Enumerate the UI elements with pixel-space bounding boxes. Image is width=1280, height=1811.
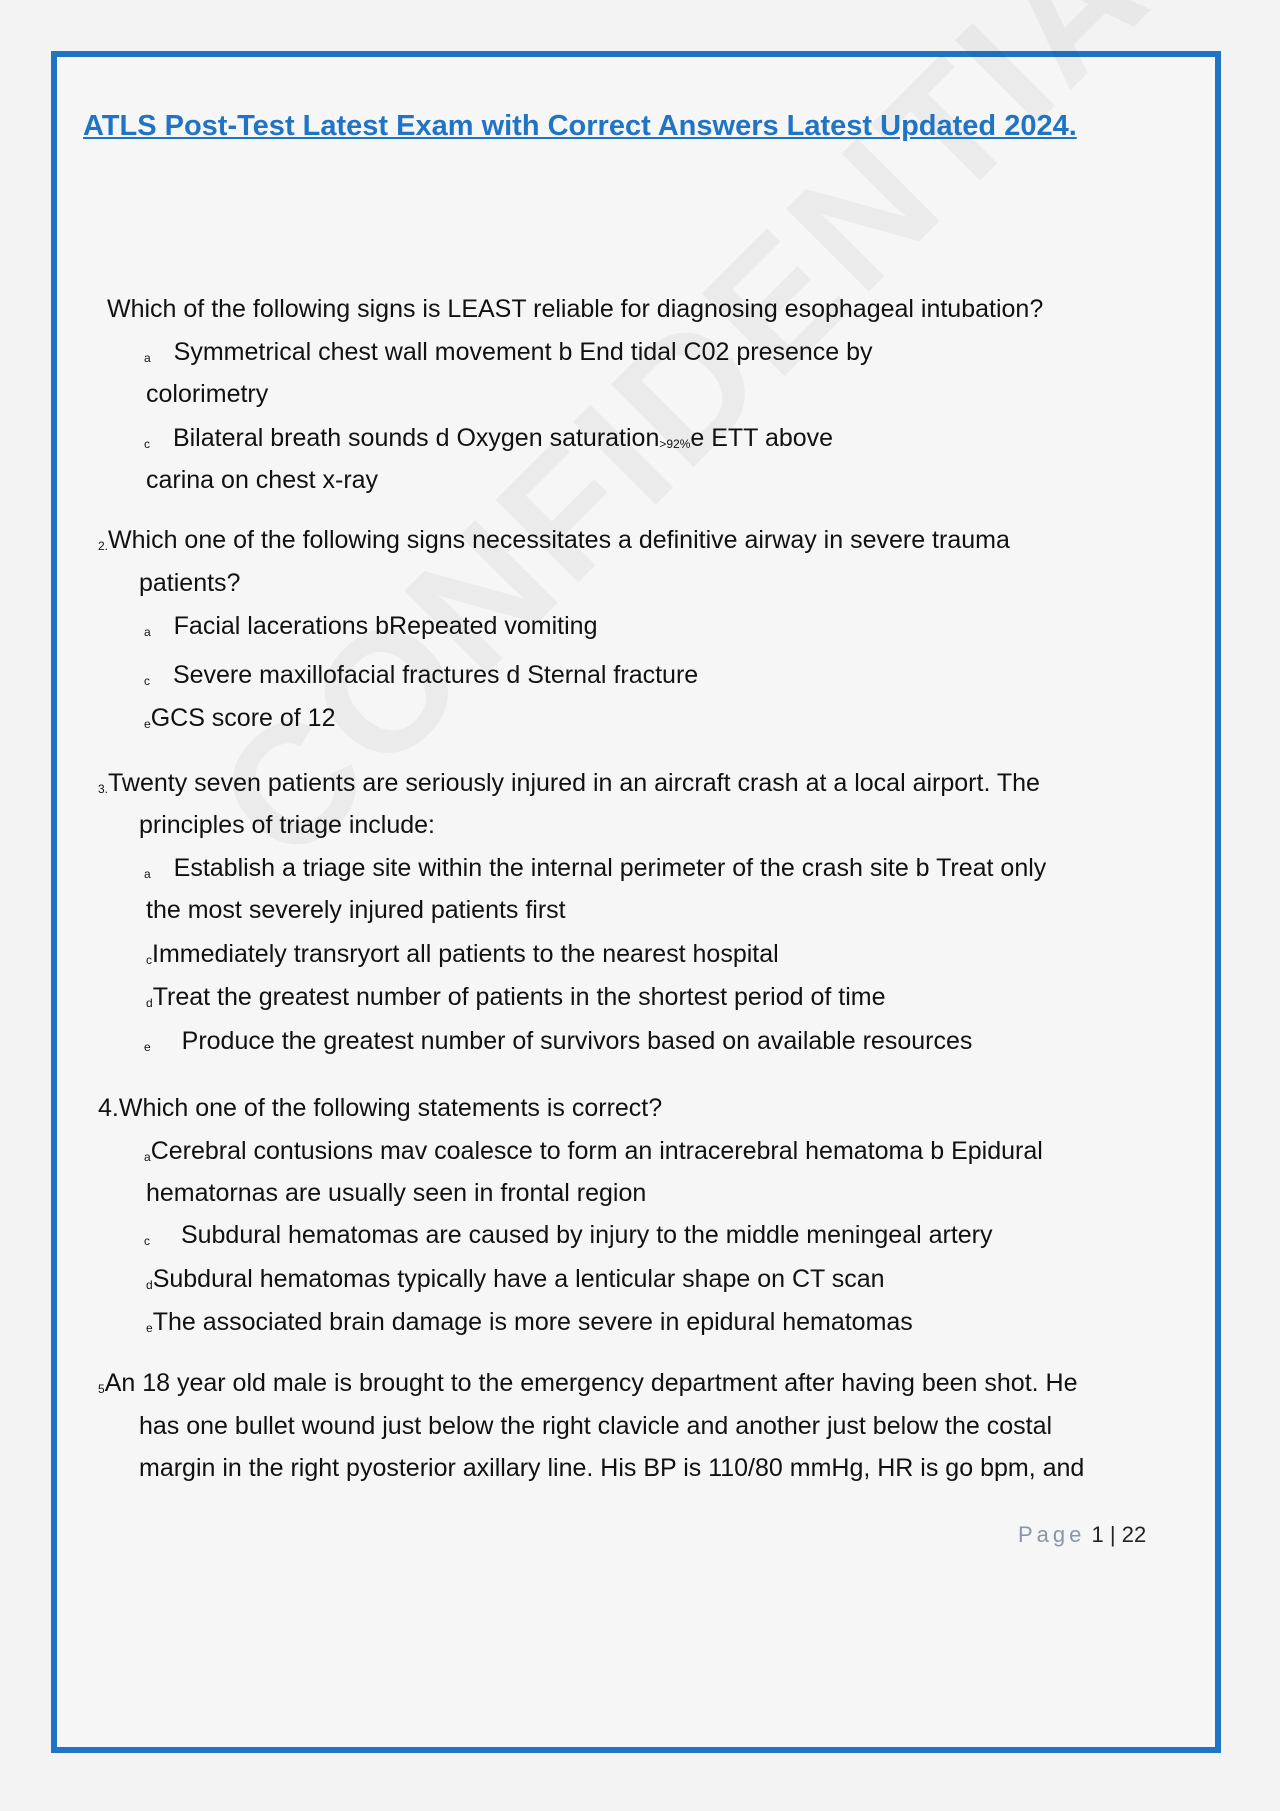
question-5-stem-line-3: margin in the right pyosterior axillary line. His BP is 110/80 mmHg, HR is go bpm, and [139, 1454, 1085, 1482]
question-2-stem [98, 525, 1010, 561]
question-3-stem-cont: principles of triage include: [139, 811, 435, 839]
page-total: 22 [1121, 1522, 1147, 1547]
option-text: The associated brain damage is more severe in epidural hematomas [152, 1308, 913, 1336]
question-2-options-line-1 [144, 611, 597, 647]
option-text: Bilateral breath sounds d Oxygen saturation [172, 424, 660, 452]
option-marker: e [144, 717, 151, 731]
question-4-options-line-4 [146, 1264, 885, 1300]
question-3-options-line-5 [144, 1026, 972, 1062]
question-2-options-line-3 [144, 703, 336, 739]
question-1-options-line-4: carina on chest x-ray [146, 466, 379, 494]
question-number: 3. [98, 782, 109, 796]
question-4-options-line-2: hematornas are usually seen in frontal region [146, 1179, 647, 1207]
question-4-stem: 4.Which one of the following statements is correct? [98, 1094, 663, 1122]
question-text: An 18 year old male is brought to the emergency department after having been shot. He [104, 1369, 1078, 1397]
question-3-options-line-1 [144, 853, 1046, 889]
question-number: 2. [98, 539, 109, 553]
question-4-options-line-5 [146, 1307, 913, 1343]
option-marker: e [146, 1321, 153, 1335]
question-3-options-line-3 [146, 939, 779, 975]
option-text: Treat the greatest number of patients in the shortest period of time [152, 983, 886, 1011]
question-2-options-line-2 [144, 660, 698, 696]
option-text: e ETT above [690, 424, 834, 452]
option-text: Severe maxillofacial fractures d Sternal fracture [172, 661, 699, 689]
option-marker: c [144, 674, 150, 688]
question-1-stem: Which of the following signs is LEAST reliable for diagnosing esophageal intubation? [107, 295, 1044, 323]
option-marker: a [144, 867, 151, 881]
option-marker: a [144, 1150, 151, 1164]
question-number: 5 [98, 1382, 105, 1396]
page-footer [1018, 1522, 1146, 1548]
option-text: GCS score of 12 [150, 704, 336, 732]
option-text: Establish a triage site within the internal perimeter of the crash site b Treat only [173, 854, 1047, 882]
option-marker: c [146, 953, 152, 967]
question-1-options-line-1 [144, 337, 873, 373]
option-text: Subdural hematomas typically have a lenticular shape on CT scan [152, 1265, 885, 1293]
option-marker: a [144, 625, 151, 639]
option-marker: d [146, 1278, 153, 1292]
question-5-stem-line-2: has one bullet wound just below the right clavicle and another just below the costal [139, 1412, 1053, 1440]
option-text: Cerebral contusions mav coalesce to form an intracerebral hematoma b Epidural [150, 1137, 1043, 1165]
option-small-text: >92% [659, 437, 691, 451]
question-3-options-line-2: the most severely injured patients first [146, 896, 566, 924]
question-text: Twenty seven patients are seriously injured in an aircraft crash at a local airport. The [108, 769, 1040, 797]
option-text: Immediately transryort all patients to the nearest hospital [152, 940, 779, 968]
question-4-options-line-1 [144, 1136, 1043, 1172]
question-4-options-line-3 [144, 1220, 993, 1256]
question-3-stem [98, 768, 1040, 804]
option-marker: c [144, 437, 150, 451]
option-marker: c [144, 1234, 150, 1248]
option-marker: a [144, 351, 151, 365]
question-5-stem [98, 1368, 1078, 1404]
question-3-options-line-4 [146, 982, 886, 1018]
option-text: Facial lacerations bRepeated vomiting [173, 612, 598, 640]
page-label: Page [1018, 1522, 1086, 1547]
question-1-options-line-3 [144, 423, 833, 459]
option-text: Produce the greatest number of survivors based on available resources [181, 1027, 973, 1055]
option-text: Symmetrical chest wall movement b End tidal C02 presence by [173, 338, 873, 366]
option-text: Subdural hematomas are caused by injury to the middle meningeal artery [180, 1221, 993, 1249]
question-1-options-line-2: colorimetry [146, 380, 269, 408]
question-2-stem-cont: patients? [139, 569, 241, 597]
question-text: Which one of the following signs necessitates a definitive airway in severe trauma [108, 526, 1010, 554]
option-marker: e [144, 1040, 151, 1054]
document-title: ATLS Post-Test Latest Exam with Correct Answers Latest Updated 2024. [83, 110, 1077, 142]
option-marker: d [146, 996, 153, 1010]
page-number: 1 [1091, 1522, 1104, 1547]
page-separator: | [1109, 1522, 1116, 1547]
